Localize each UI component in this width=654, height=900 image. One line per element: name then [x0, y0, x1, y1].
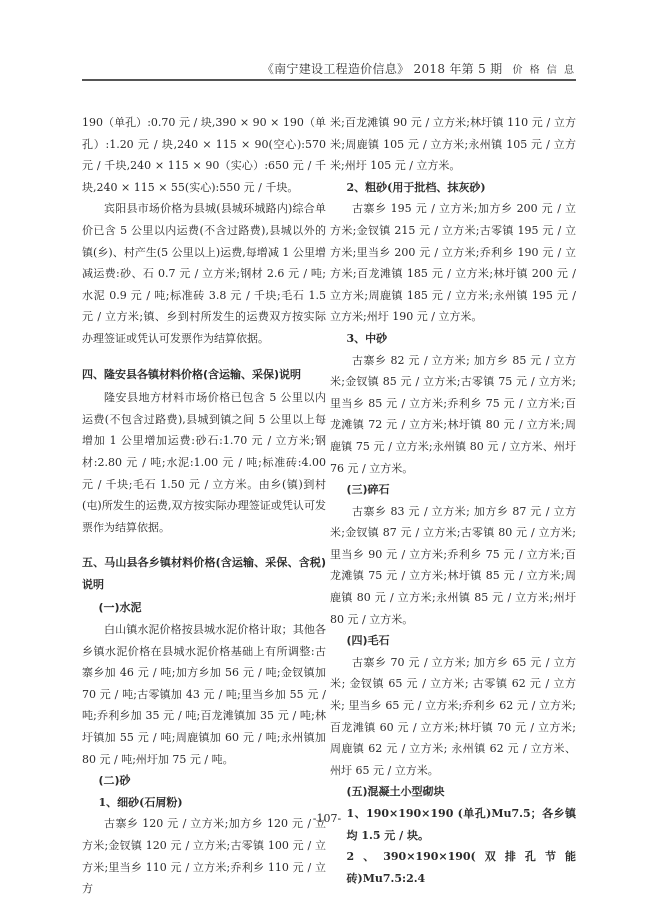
left-subsection-heading: (一)水泥 [98, 601, 142, 615]
header-text [262, 60, 576, 77]
left-paragraph: 隆安县地方材料市场价格已包含 5 公里以内运费(不包含过路费),县城到镇之间 5 公里以上每增加 1 公里增加运费:砂石:1.70 元 / 立方米;钢材:2.80 元 / 吨;水泥:1.00 元 / 吨;标准砖:4.00 元 / 千块;毛石 1.50 元 / 立方米。由乡(镇)到村(屯)所发生的运费,双方按实际办理签证或凭认可发票作为结算依据。 [82, 391, 326, 534]
section-label: 价 格 信 息 [512, 65, 576, 76]
header-rule [82, 79, 576, 81]
left-paragraph: 白山镇水泥价格按县城水泥价格计取；其他各乡镇水泥价格在县城水泥价格基础上有所调整:古寨乡加 46 元 / 吨;加方乡加 56 元 / 吨;金钗镇加 70 元 / 吨;古零镇加 43 元 / 吨;里当乡加 55 元 / 吨;乔利乡加 35 元 / 吨;百龙滩镇加 35 元 / 吨;林圩镇加 55 元 / 吨;周鹿镇加 60 元 / 吨;永州镇加 80 元 / 吨;州圩加 75 元 / 吨。 [82, 623, 326, 766]
right-subsection-heading: (三)碎石 [346, 483, 390, 497]
left-paragraph: 古寨乡 120 元 / 立方米;加方乡 120 元 / 立方米;金钗镇 120 元 / 立方米;古零镇 100 元 / 立方米;里当乡 110 元 / 立方米;乔利乡 110 元 / 立方 [82, 817, 326, 896]
spacer [82, 350, 326, 360]
left-paragraph: 190（单孔）:0.70 元 / 块,390 × 90 × 190（单孔）:1.20 元 / 块,240 × 115 × 90(空心):570 元 / 千块,240 × 115 × 90（实心）:650 元 / 千块,240 × 115 × 55(实心):550 元 / 千块。 [82, 116, 326, 194]
right-item-heading: 2、粗砂(用于批档、抹灰砂) [346, 180, 486, 194]
left-section-heading: 四、隆安县各镇材料价格(含运输、采保)说明 [82, 367, 302, 381]
right-paragraph: 古寨乡 82 元 / 立方米; 加方乡 85 元 / 立方米;金钗镇 85 元 / 立方米;古零镇 75 元 / 立方米;里当乡 85 元 / 立方米;乔利乡 75 元 / 立方米;百龙滩镇 72 元 / 立方米;林圩镇 80 元 / 立方米;周鹿镇 75 元 / 立方米;永州镇 80 元 / 立方米、州圩 76 元 / 立方米。 [330, 353, 576, 475]
right-paragraph: 古寨乡 195 元 / 立方米;加方乡 200 元 / 立方米;金钗镇 215 元 / 立方米;古零镇 195 元 / 立方米;里当乡 200 元 / 立方米;乔利乡 190 元 / 立方米;百龙滩镇 185 元 / 立方米;林圩镇 200 元 / 立方米;周鹿镇 185 元 / 立方米;永州镇 195 元 / 立方米;州圩 190 元 / 立方米。 [330, 202, 576, 324]
spacer [82, 538, 326, 548]
left-subsection-heading: (二)砂 [98, 774, 131, 788]
left-section-heading: 五、马山县各乡镇材料价格(含运输、采保、含税)说明 [82, 556, 326, 591]
page-number: -107- [312, 812, 342, 825]
right-subsection-heading: (四)毛石 [346, 634, 390, 648]
right-item-heading: 3、中砂 [346, 331, 388, 345]
right-item-heading: 1、190×190×190 (单孔)Mu7.5；各乡镇均 1.5 元 / 块。 [346, 807, 576, 842]
right-paragraph: 古寨乡 70 元 / 立方米; 加方乡 65 元 / 立方米; 金钗镇 65 元 / 立方米; 古零镇 62 元 / 立方米; 里当乡 65 元 / 立方米;乔利乡 62 元 / 立方米;百龙滩镇 60 元 / 立方米;林圩镇 70 元 / 立方米; 周鹿镇 62 元 / 立方米; 永州镇 62 元 / 立方米、州圩 65 元 / 立方米。 [330, 655, 576, 777]
left-column [82, 112, 326, 900]
right-paragraph: 古寨乡 83 元 / 立方米; 加方乡 87 元 / 立方米;金钗镇 87 元 / 立方米;古零镇 80 元 / 立方米;里当乡 90 元 / 立方米;乔利乡 75 元 / 立方米;百龙滩镇 75 元 / 立方米;林圩镇 85 元 / 立方米;周鹿镇 80 元 / 立方米;永州镇 85 元 / 立方米;州圩 80 元 / 立方米。 [330, 504, 576, 626]
left-item-heading: 1、细砂(石屑粉) [98, 795, 183, 809]
page-header [0, 0, 654, 80]
right-paragraph: 米;百龙滩镇 90 元 / 立方米;林圩镇 110 元 / 立方米;周鹿镇 105 元 / 立方米;永州镇 105 元 / 立方米;州圩 105 元 / 立方米。 [330, 116, 576, 173]
journal-title: 《南宁建设工程造价信息》 2018 年第 5 期 [261, 62, 503, 76]
right-item-heading: 2、390×190×190(双排孔节能砖)Mu7.5:2.4 [346, 850, 576, 885]
right-column [330, 112, 576, 889]
right-subsection-heading: (五)混凝土小型砌块 [346, 785, 445, 799]
left-paragraph: 宾阳县市场价格为县城(县城环城路内)综合单价已含 5 公里以内运费(不含过路费),县城以外的镇(乡)、村产生(5 公里以上)运费,每增减 1 公里增减运费:砂、石 0.7 元 / 立方米;钢材 2.6 元 / 吨;水泥 0.9 元 / 吨;标准砖 3.8 元 / 千块;毛石 1.5 元 / 立方米;镇、乡到村所发生的运费双方按实际办理签证或凭认可发票作为结算依据。 [82, 202, 326, 345]
